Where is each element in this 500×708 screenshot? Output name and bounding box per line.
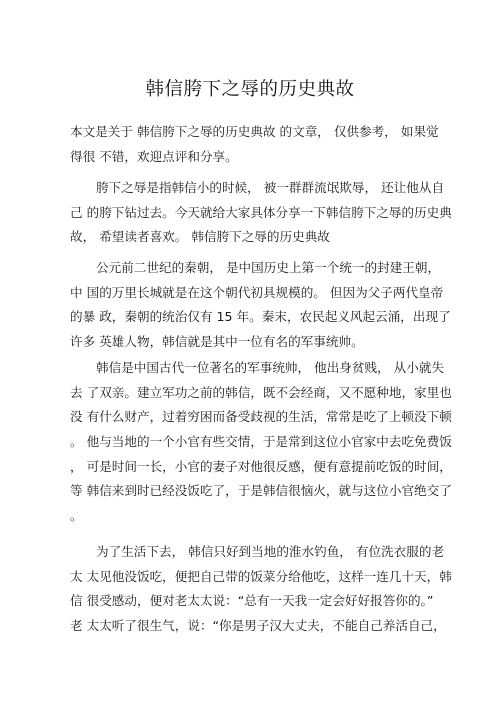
text-line: 老 太太听了很生气，说：“你是男子汉大丈夫，不能自己养活自己， — [70, 618, 446, 634]
text-line: 得很 不错，欢迎点评和分享。 — [70, 148, 238, 164]
text-line: 的暴 政，秦朝的统治仅有 15 年。秦末，农民起义风起云涌，出现了 — [70, 309, 451, 325]
text-line: 。 他与当地的一个小官有些交情，于是常到这位小官家中去吃免费饭 — [70, 434, 452, 450]
text-line: ， 可是时间一长，小官的妻子对他很反感，便有意提前吃饭的时间， — [70, 458, 452, 474]
text-line: 许多 英雄人物，韩信就是其中一位有名的军事统帅。 — [70, 334, 364, 350]
paragraph-fishing — [70, 540, 452, 639]
paragraph-intro — [70, 120, 439, 169]
text-line: 信 很受感动，便对老太太说：“总有一天我一定会好好报答你的。” — [70, 593, 434, 609]
text-line: 为了生活下去， 韩信只好到当地的淮水钓鱼， 有位洗衣服的老 — [96, 544, 445, 559]
text-line: 故， 希望读者喜欢。 韩信胯下之辱的历史典故 — [70, 229, 330, 245]
text-line: 胯下之辱是指韩信小的时候， 被一群群流氓欺辱， 还让他从自 — [96, 180, 445, 195]
text-line: 公元前二世纪的秦朝， 是中国历史上第一个统一的封建王朝， — [96, 260, 441, 275]
text-line: 没 有什么财产，过着穷困而备受歧视的生活，常常是吃了上顿没下顿 — [70, 409, 452, 425]
document-title: 韩信胯下之辱的历史典故 — [145, 79, 355, 100]
text-line: 中 国的万里长城就是在这个朝代初具规模的。 但因为父子两代皇帝 — [70, 284, 444, 300]
text-line: 本文是关于 韩信胯下之辱的历史典故 的文章， 仅供参考， 如果觉 — [70, 124, 439, 139]
paragraph-definition — [70, 176, 452, 250]
paragraph-qin-dynasty — [70, 256, 451, 355]
text-line: 去 了双亲。建立军功之前的韩信，既不会经商，又不愿种地，家里也 — [70, 384, 452, 400]
text-line: 等 韩信来到时已经没饭吃了，于是韩信很恼火，就与这位小官绝交了 — [70, 483, 452, 499]
text-line: 太 太见他没饭吃，便把自己带的饭菜分给他吃，这样一连几十天，韩 — [70, 568, 452, 584]
text-line: 。 — [70, 508, 83, 524]
text-line: 韩信是中国古代一位著名的军事统帅， 他出身贫贱， 从小就失 — [96, 360, 445, 375]
text-line: 己 的胯下钻过去。今天就给大家具体分享一下韩信胯下之辱的历史典 — [70, 204, 452, 220]
paragraph-han-xin-background — [70, 356, 452, 529]
